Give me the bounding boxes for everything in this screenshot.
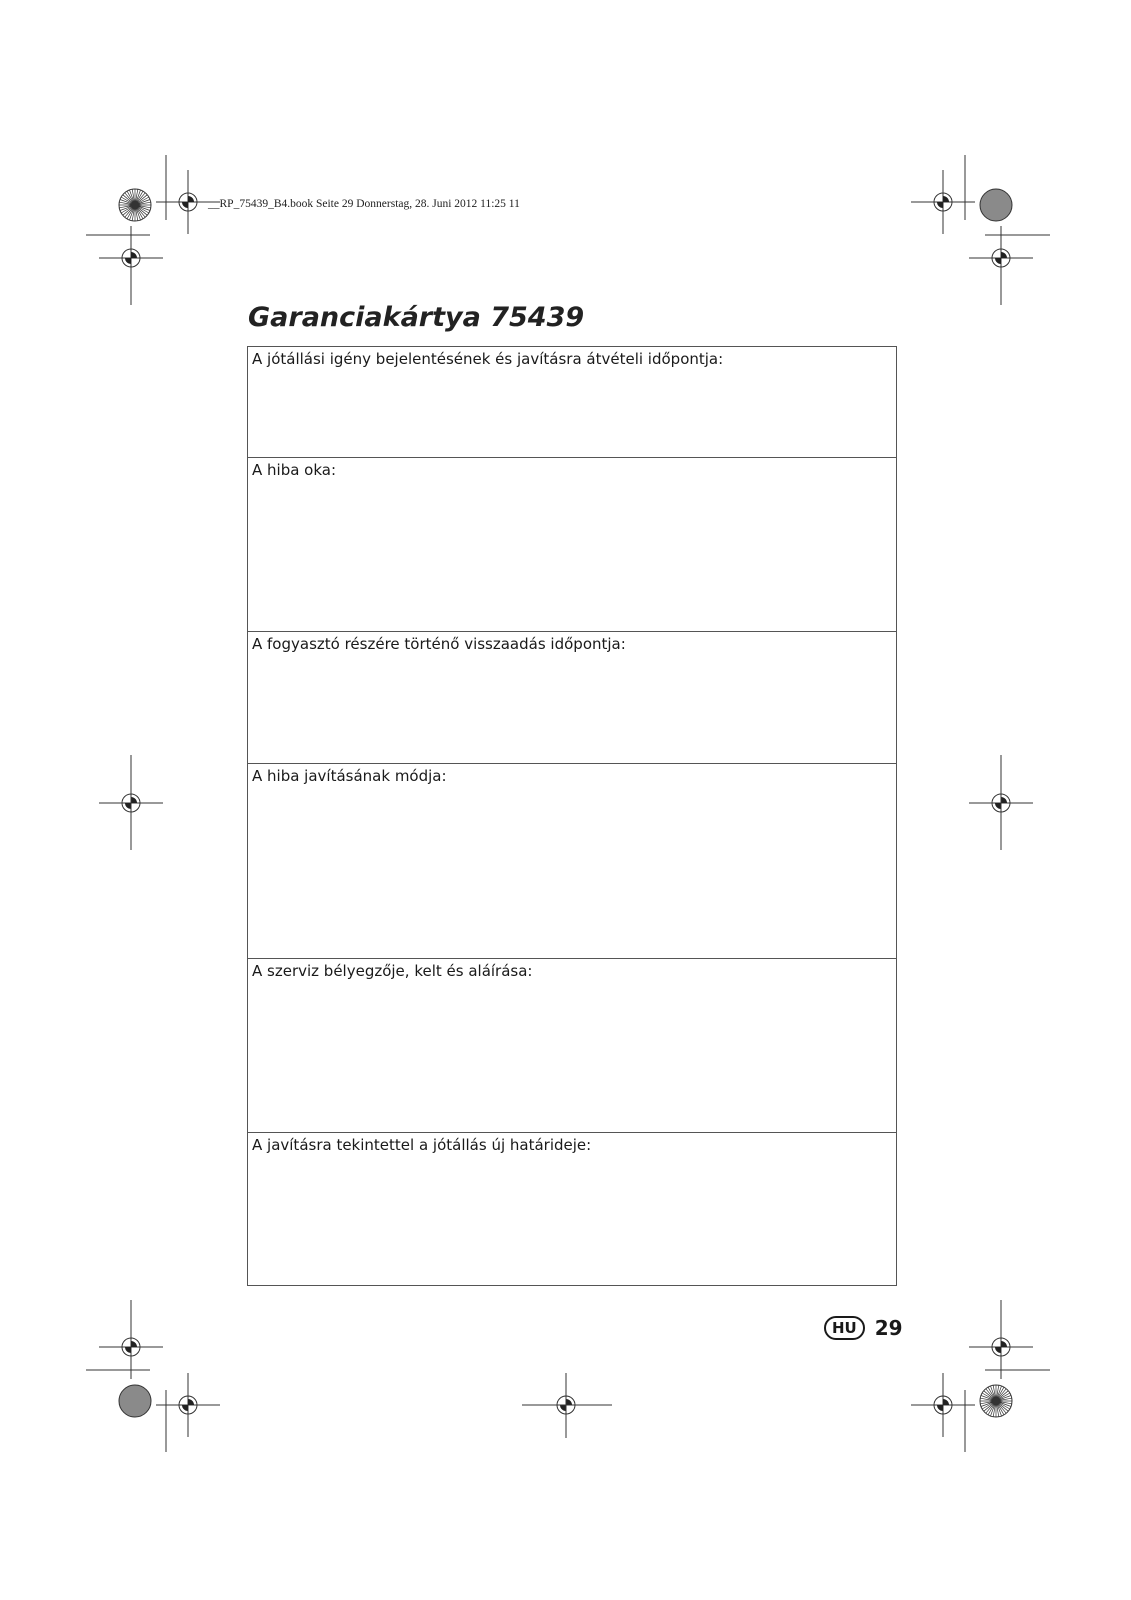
page-title: Garanciakártya 75439: [248, 302, 585, 333]
registration-target-fill: [125, 1341, 137, 1353]
registration-target-fill: [125, 252, 137, 264]
page-footer: [824, 1315, 903, 1341]
registration-target-fill: [182, 1399, 194, 1411]
warranty-form: [247, 346, 897, 1286]
field-label: A fogyasztó részére történő visszaadás időpontja:: [252, 635, 626, 653]
registration-target-fill: [937, 196, 949, 208]
field-label: A hiba oka:: [252, 461, 337, 479]
field-label: A szerviz bélyegzője, kelt és aláírása:: [252, 962, 533, 980]
form-field-return-date: [248, 631, 896, 763]
registration-gray-dot: [119, 1385, 151, 1417]
registration-gray-dot: [980, 189, 1012, 221]
registration-target-fill: [995, 252, 1007, 264]
form-field-fault-cause: [248, 457, 896, 631]
field-label: A javításra tekintettel a jótállás új határideje:: [252, 1136, 592, 1154]
field-label: A hiba javításának módja:: [252, 767, 447, 785]
registration-target-fill: [995, 1341, 1007, 1353]
registration-target-fill: [182, 196, 194, 208]
form-field-repair-method: [248, 763, 896, 958]
page-number: 29: [874, 1316, 903, 1340]
book-info-line: __RP_75439_B4.book Seite 29 Donnerstag, 28. Juni 2012 11:25 11: [208, 198, 520, 210]
form-field-new-deadline: [248, 1132, 896, 1285]
form-field-service-stamp: [248, 958, 896, 1132]
registration-target-fill: [937, 1399, 949, 1411]
language-badge: HU: [824, 1316, 865, 1340]
field-label: A jótállási igény bejelentésének és javításra átvételi időpontja:: [252, 350, 724, 368]
form-field-claim-date: [248, 347, 896, 457]
